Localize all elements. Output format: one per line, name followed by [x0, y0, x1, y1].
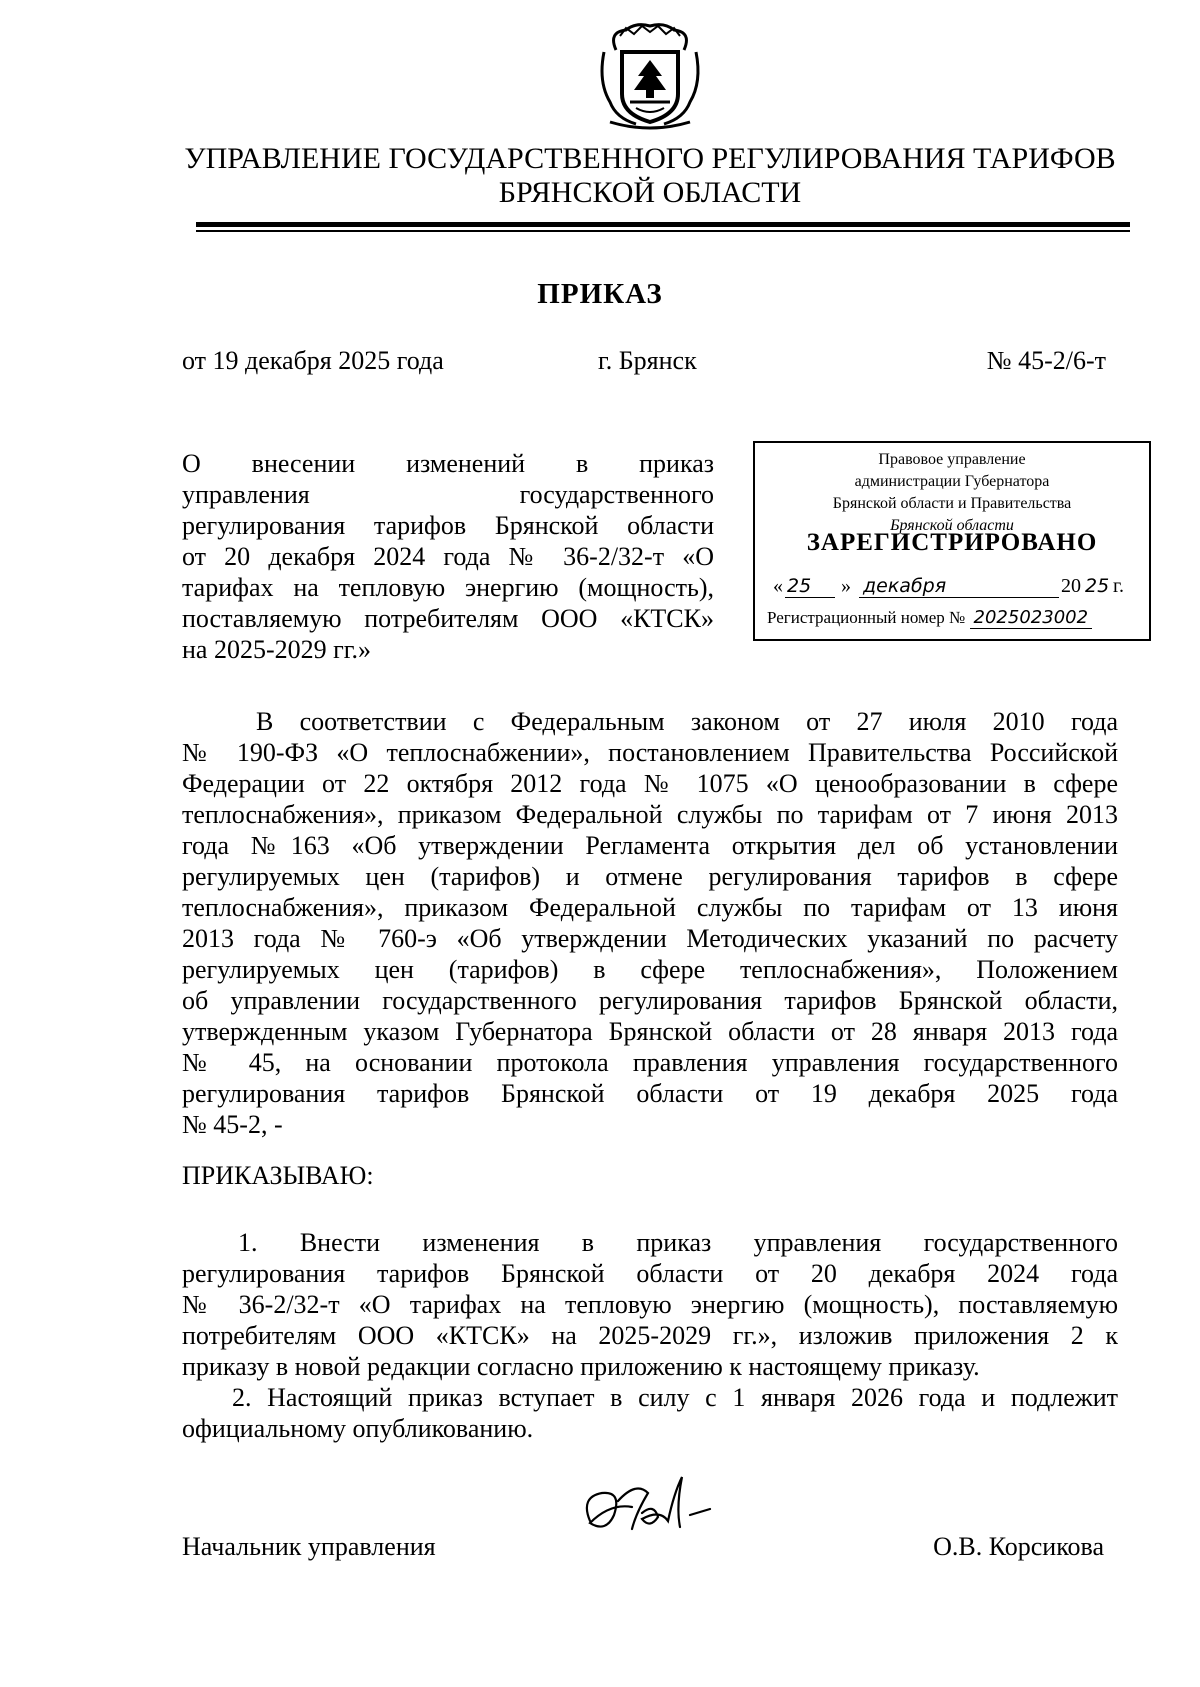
- body-line: № 45-2, -: [182, 1110, 283, 1139]
- body-line: регулирования тарифов Брянской области от 19 декабря 2025 года: [182, 1079, 1118, 1108]
- body-line: теплоснабжения», приказом Федеральной службы по тарифам от 13 июня: [182, 893, 1118, 922]
- header-divider-thick: [196, 222, 1130, 227]
- stamp-line: Брянской области и Правительства: [832, 495, 1072, 512]
- subject-line: тарифах на тепловую энергию (мощность),: [182, 573, 714, 602]
- subject-line: регулирования тарифов Брянской области: [182, 511, 714, 540]
- org-name-line2: БРЯНСКОЙ ОБЛАСТИ: [498, 176, 802, 209]
- stamp-authority: [755, 449, 1149, 537]
- signatory-position: Начальник управления: [182, 1532, 436, 1561]
- subject-line: поставляемую потребителям ООО «КТСК»: [182, 604, 714, 633]
- stamp-year-end: г.: [1113, 575, 1124, 597]
- stamp-reg-label: Регистрационный номер №: [767, 608, 966, 627]
- coat-of-arms-emblem: [596, 22, 704, 132]
- body-line: № 45, на основании протокола правления управления государственного: [182, 1048, 1118, 1077]
- body-line: регулируемых цен (тарифов) и отмене регулирования тарифов в сфере: [182, 862, 1118, 891]
- signatory-name: О.В. Корсикова: [933, 1532, 1104, 1561]
- body-line: об управлении государственного регулирования тарифов Брянской области,: [182, 986, 1118, 1015]
- document-title: ПРИКАЗ: [537, 278, 663, 310]
- body-line: официальному опубликованию.: [182, 1414, 534, 1443]
- stamp-reg-number: 2025023002: [970, 607, 1093, 629]
- stamp-year-suffix: 25: [1085, 575, 1110, 597]
- document-date: от 19 декабря 2025 года: [182, 346, 444, 375]
- subject-line: на 2025-2029 гг.»: [182, 635, 372, 664]
- document-number: № 45-2/6-т: [986, 346, 1106, 375]
- preamble-paragraph: [182, 706, 1118, 1140]
- body-line: утвержденным указом Губернатора Брянской области от 28 января 2013 года: [182, 1017, 1118, 1046]
- order-item-1: [182, 1227, 1118, 1382]
- stamp-line: Правовое управление: [878, 451, 1026, 468]
- subject-line: от 20 декабря 2024 года № 36-2/32-т «О: [182, 542, 714, 571]
- body-line: № 36-2/32-т «О тарифах на тепловую энергию (мощность), поставляемую: [182, 1290, 1118, 1319]
- body-line: В соответствии с Федеральным законом от 27 июля 2010 года: [256, 707, 1118, 736]
- body-line: регулирования тарифов Брянской области от 20 декабря 2024 года: [182, 1259, 1118, 1288]
- subject-line: управления государственного: [182, 480, 714, 509]
- body-line: Федерации от 22 октября 2012 года № 1075 «О ценообразовании в сфере: [182, 769, 1118, 798]
- body-line: теплоснабжения», приказом Федеральной службы по тарифам от 7 июня 2013: [182, 800, 1118, 829]
- body-line: № 190-ФЗ «О теплоснабжении», постановлением Правительства Российской: [182, 738, 1118, 767]
- header-divider-thin: [196, 230, 1130, 232]
- document-subject: [182, 448, 714, 665]
- org-name-line1: УПРАВЛЕНИЕ ГОСУДАРСТВЕННОГО РЕГУЛИРОВАНИЯ ТАРИФОВ: [184, 142, 1116, 175]
- stamp-registered: ЗАРЕГИСТРИРОВАНО: [806, 529, 1098, 556]
- document-city: г. Брянск: [598, 346, 697, 375]
- stamp-date-line: « 25 » декабря 20 25 г.: [773, 575, 1124, 597]
- body-line: потребителям ООО «КТСК» на 2025-2029 гг.», изложив приложения 2 к: [182, 1321, 1118, 1350]
- stamp-day: 25: [787, 575, 812, 597]
- body-line: 1. Внести изменения в приказ управления государственного: [238, 1228, 1118, 1257]
- order-item-2: [182, 1382, 1118, 1444]
- body-line: 2. Настоящий приказ вступает в силу с 1 января 2026 года и подлежит: [232, 1383, 1118, 1412]
- body-line: 2013 года № 760-э «Об утверждении Методических указаний по расчету: [182, 924, 1118, 953]
- stamp-year-prefix: 20: [1061, 575, 1081, 597]
- stamp-month: декабря: [863, 575, 947, 597]
- handwritten-signature: [576, 1463, 726, 1553]
- body-line: года №163 «Об утверждении Регламента открытия дел об установлении: [182, 831, 1118, 860]
- registration-stamp: [753, 441, 1151, 641]
- stamp-line: администрации Губернатора: [854, 473, 1050, 490]
- stamp-line: Брянской области: [890, 517, 1014, 534]
- order-word: ПРИКАЗЫВАЮ:: [182, 1161, 374, 1190]
- body-line: регулируемых цен (тарифов) в сфере теплоснабжения», Положением: [182, 955, 1118, 984]
- subject-line: О внесении изменений в приказ: [182, 449, 714, 478]
- body-line: приказу в новой редакции согласно приложению к настоящему приказу.: [182, 1352, 980, 1381]
- stamp-reg-number-line: [767, 607, 1141, 635]
